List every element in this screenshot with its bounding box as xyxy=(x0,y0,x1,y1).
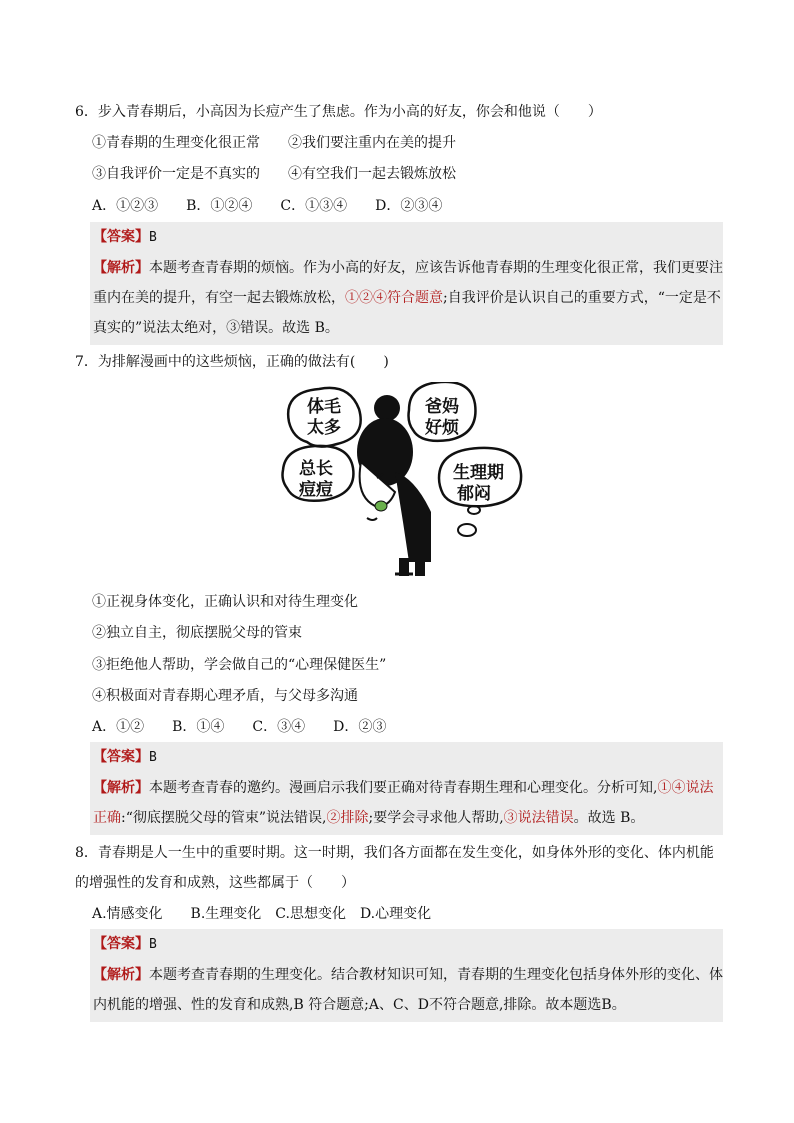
q7-analysis-red1: ①④说法正确 xyxy=(93,780,714,826)
bubble3-line1: 总长 xyxy=(299,459,333,479)
q7-analysis-tag: 【解析】 xyxy=(93,780,149,796)
q6-analysis-text-a: 本题考查青春期的烦恼。作为小高的好友，应该告诉他青春期的生理变化很正常，我们更要注重内在美的提升，有空一起去锻炼放松， xyxy=(93,260,723,306)
q8-choices: A.情感变化 B.生理变化 C.思想变化 D.心理变化 xyxy=(92,906,432,922)
q6-options-line1: ①青春期的生理变化很正常 ②我们要注重内在美的提升 xyxy=(92,135,456,151)
q8-answer-value: B xyxy=(149,937,157,952)
bubble1-line1: 体毛 xyxy=(307,397,341,417)
q7-analysis-text-a: 本题考查青春的邀约。漫画启示我们要正确对待青春期生理和心理变化。分析可知, xyxy=(149,780,658,796)
q7-analysis-red3: ③说法错误 xyxy=(503,810,574,826)
q7-answer-box xyxy=(90,742,723,835)
q7-item2: ②独立自主，彻底摆脱父母的管束 xyxy=(92,625,302,641)
q7-item4: ④积极面对青春期心理矛盾，与父母多沟通 xyxy=(92,688,358,704)
q7-title: 7．为排解漫画中的这些烦恼，正确的做法有( ) xyxy=(75,354,389,370)
q8-analysis-tag: 【解析】 xyxy=(93,967,149,983)
q6-title: 6．步入青春期后，小高因为长痘产生了焦虑。作为小高的好友，你会和他说（ ） xyxy=(75,104,602,120)
q6-answer-box xyxy=(90,222,723,345)
q6-choices: A．①②③ B．①②④ C．①③④ D．②③④ xyxy=(92,198,443,214)
q6-analysis xyxy=(90,253,723,343)
q7-answer-tag: 【答案】 xyxy=(93,749,149,765)
q7-analysis-text-b: :“彻底摆脱父母的管束”说法错误, xyxy=(121,810,327,826)
bubble2-line2: 好烦 xyxy=(425,418,459,438)
q6-answer-row xyxy=(90,222,723,253)
q7-answer-row xyxy=(90,742,723,773)
q8-answer-tag: 【答案】 xyxy=(93,936,149,952)
q7-analysis-red2: ②排除 xyxy=(326,810,369,826)
q6-answer-tag: 【答案】 xyxy=(93,229,149,245)
q8-analysis-text: 本题考查青春期的生理变化。结合教材知识可知，青春期的生理变化包括身体外形的变化、体内机能的增强、性的发育和成熟,B 符合题意;A、C、D不符合题意,排除。故本题选B。 xyxy=(93,967,723,1013)
q6-options-line2: ③自我评价一定是不真实的 ④有空我们一起去锻炼放松 xyxy=(92,166,456,182)
q6-analysis-text-b: ;自我评价是认识自己的重要方式，“一定是不真实的”说法太绝对，③错误。故选 B。 xyxy=(93,290,721,336)
q7-analysis xyxy=(90,773,723,833)
q7-item3: ③拒绝他人帮助，学会做自己的“心理保健医生” xyxy=(92,657,387,673)
q6-answer-value: B xyxy=(149,230,157,245)
girl-figure xyxy=(357,395,431,576)
bubble1-line2: 太多 xyxy=(307,418,341,438)
bubble4-line1: 生理期 xyxy=(453,463,504,483)
bubble3-line2: 痘痘 xyxy=(299,480,333,500)
cartoon-illustration xyxy=(277,382,532,582)
q6-analysis-tag: 【解析】 xyxy=(93,260,149,276)
q7-analysis-text-c: ;要学会寻求他人帮助, xyxy=(368,810,504,826)
q8-title: 8．青春期是人一生中的重要时期。这一时期，我们各方面都在发生变化，如身体外形的变化、体内机能的增强性的发育和成熟，这些都属于（ ） xyxy=(75,845,714,891)
bubble4-line2: 郁闷 xyxy=(457,484,491,504)
q7-analysis-text-d: 。故选 B。 xyxy=(573,810,645,826)
bubble2-line1: 爸妈 xyxy=(425,397,459,417)
q7-answer-value: B xyxy=(149,750,157,765)
q8-analysis xyxy=(90,960,723,1020)
q7-choices: A．①② B．①④ C．③④ D．②③ xyxy=(92,719,387,735)
q8-answer-row xyxy=(90,929,723,960)
q6-analysis-red: ①②④符合题意 xyxy=(345,290,443,306)
q8-answer-box xyxy=(90,929,723,1022)
q7-item1: ①正视身体变化，正确认识和对待生理变化 xyxy=(92,594,358,610)
